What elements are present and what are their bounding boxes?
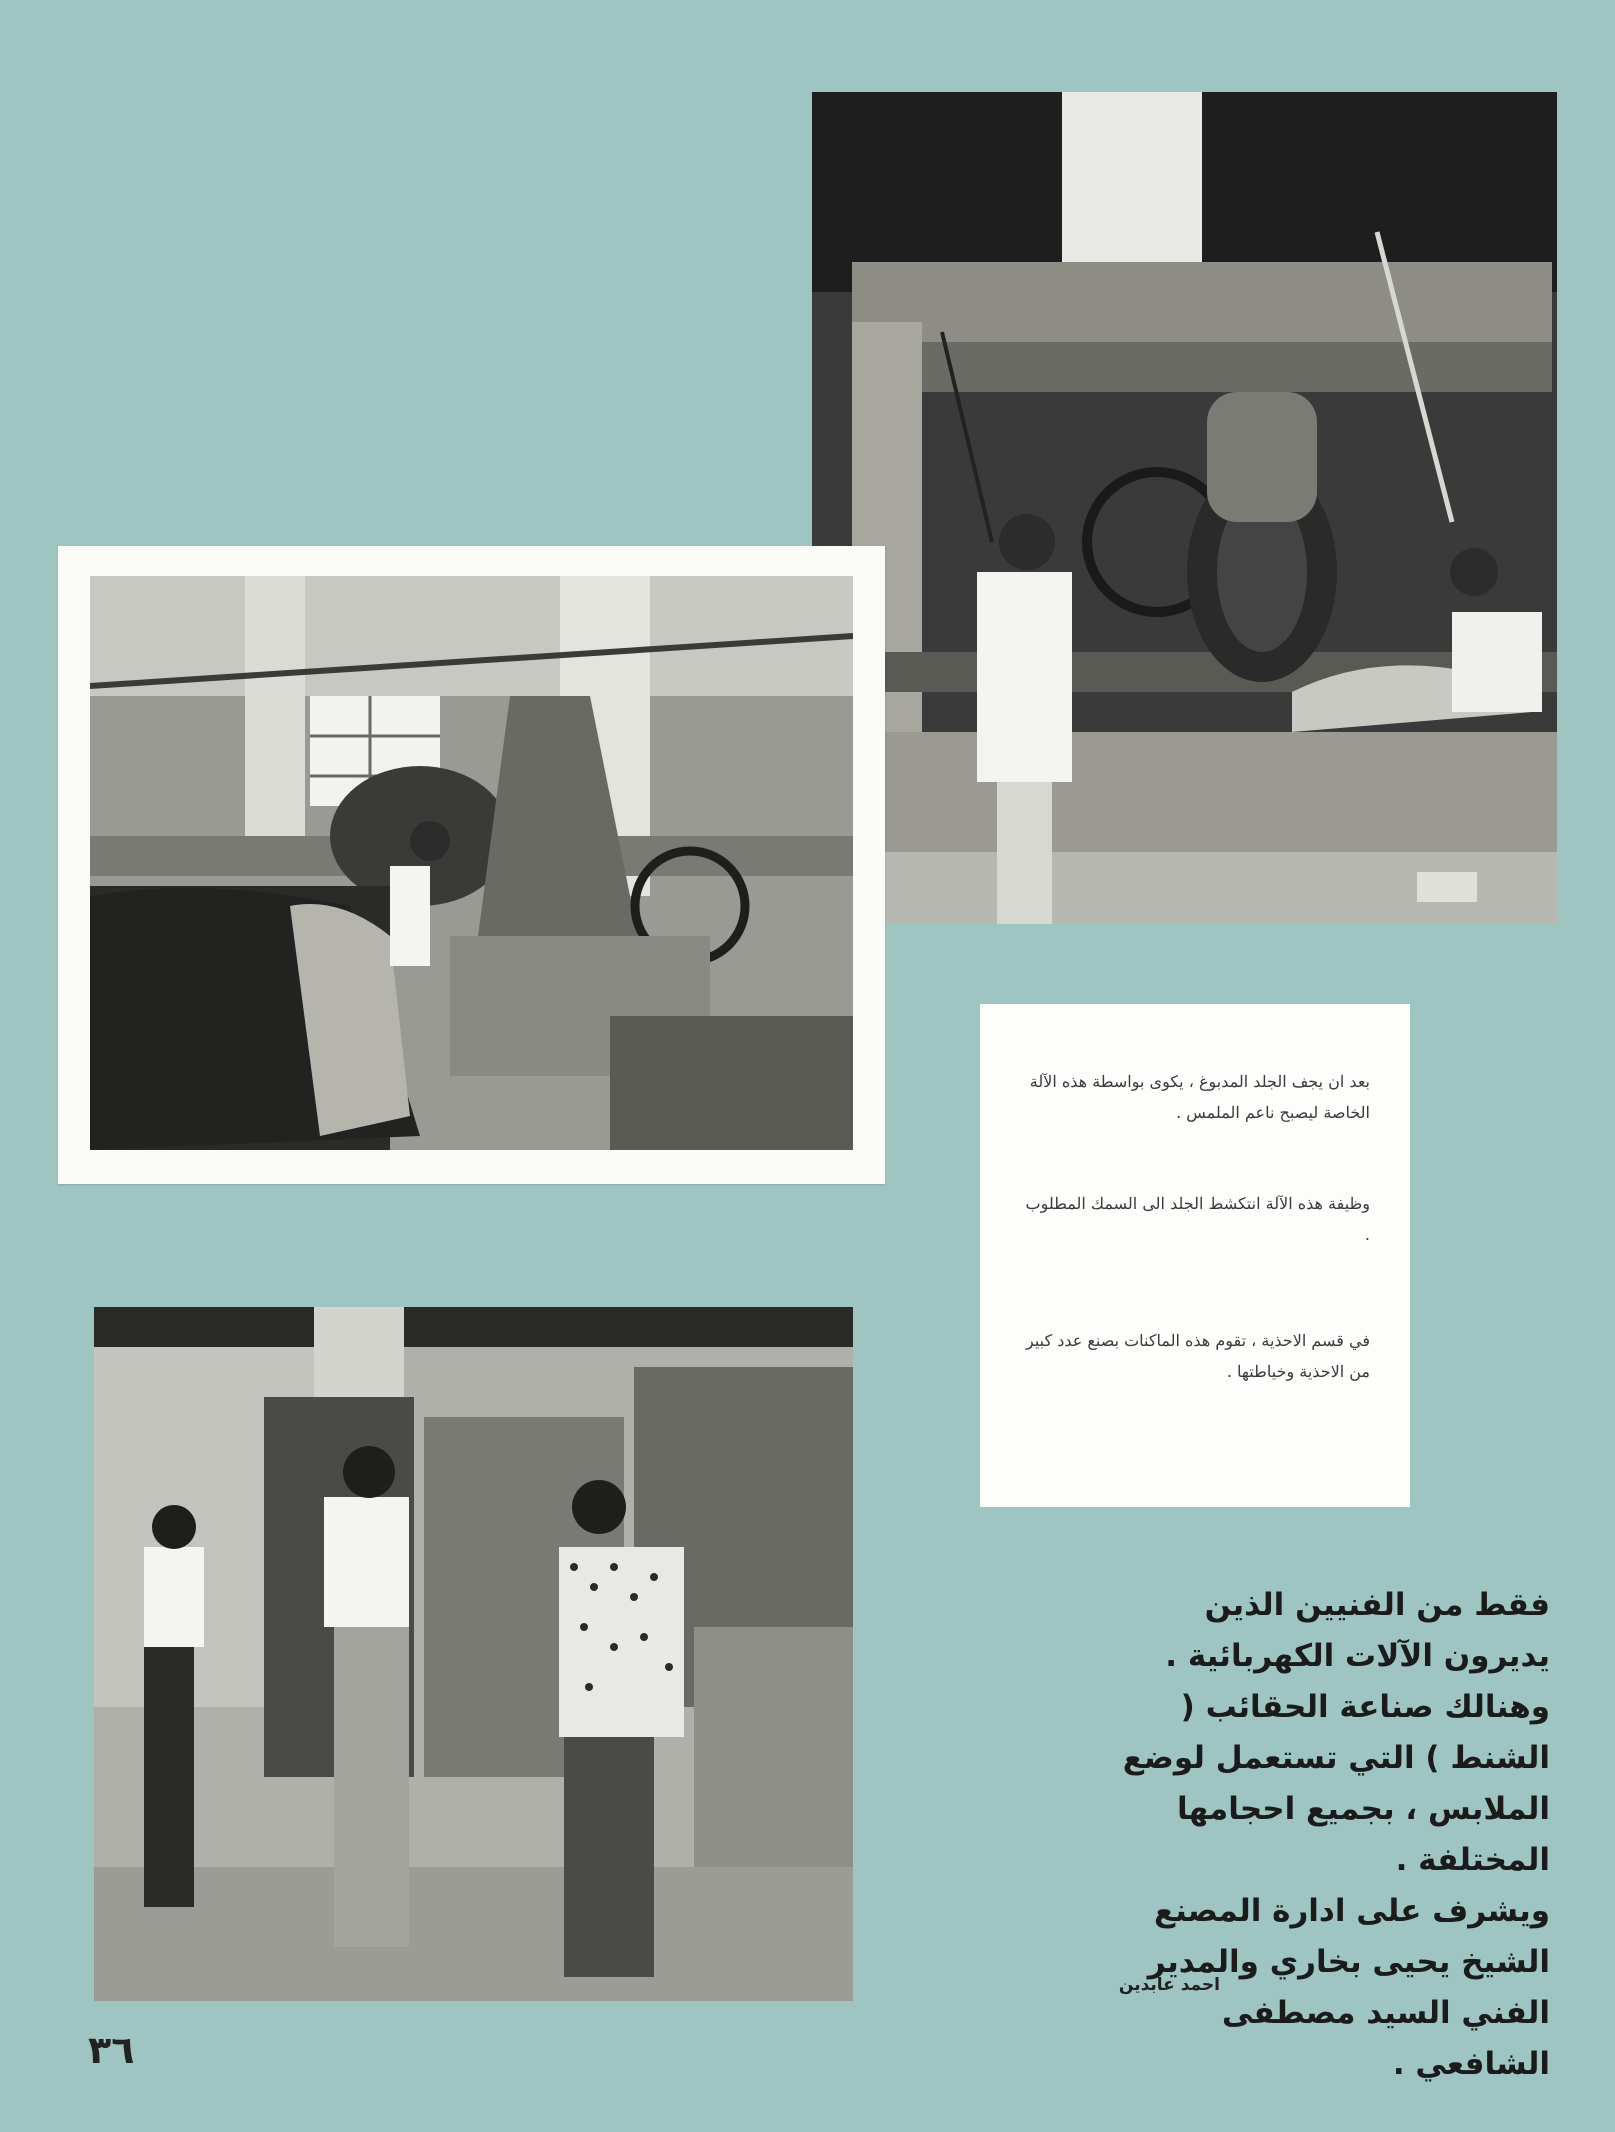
caption-shaving: وظيفة هذه الآلة انتكشط الجلد الى السمك المطلوب . [1025, 1194, 1370, 1244]
page-number: ٣٦ [88, 2028, 135, 2072]
caption-shoes: في قسم الاحذية ، تقوم هذه الماكنات بصنع عدد كبير من الاحذية وخياطتها . [1026, 1331, 1370, 1381]
photo-shaving-machine [90, 576, 853, 1150]
article-paragraph: وهنالك صناعة الحقائب ( الشنط ) التي تستعمل لوضع الملابس ، بجميع احجامها المختلفة . [1122, 1689, 1550, 1878]
photo-shoe-machines [94, 1307, 853, 2001]
article-paragraph: فقط من الفنيين الذين يديرون الآلات الكهربائية . [1165, 1587, 1550, 1674]
caption-box [980, 1004, 1410, 1507]
caption-ironing: بعد ان يجف الجلد المدبوغ ، يكوى بواسطة هذه الآلة الخاصة ليصبح ناعم الملمس . [1029, 1072, 1370, 1122]
photo-ironing-machine [812, 92, 1557, 924]
shaving-machine-illustration [90, 576, 853, 1150]
ironing-machine-illustration [812, 92, 1557, 924]
article-text [1100, 1580, 1550, 2090]
article-paragraph: ويشرف على ادارة المصنع الشيخ يحيى بخاري والمدير الفني السيد مصطفى الشافعي . [1147, 1893, 1550, 2082]
shoe-machines-illustration [94, 1307, 853, 2001]
author-name: احمد عابدين [1118, 1975, 1220, 1995]
